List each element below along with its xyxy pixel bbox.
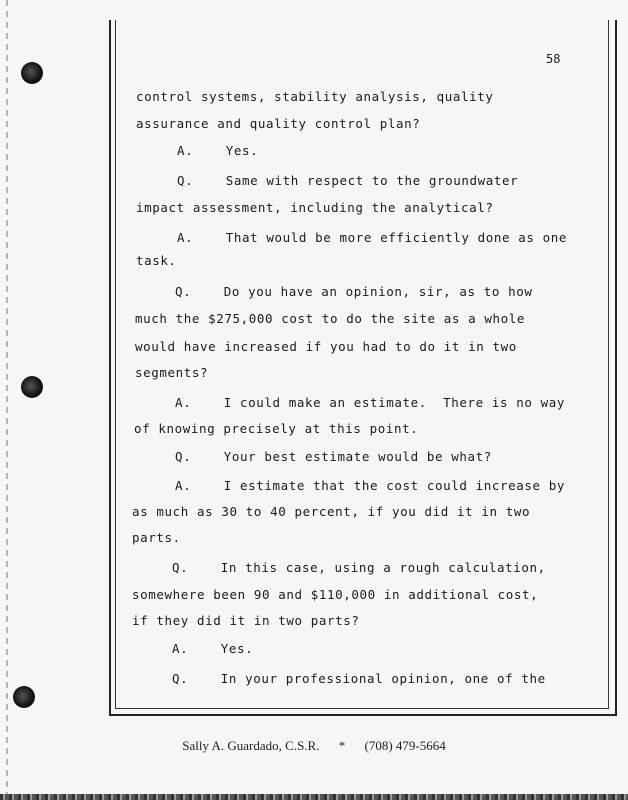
- transcript-line: Q. In this case, using a rough calculation,: [172, 560, 546, 575]
- transcript-line: control systems, stability analysis, quality: [136, 89, 494, 104]
- transcript-line: impact assessment, including the analytical?: [136, 200, 494, 215]
- page-number: 58: [546, 52, 561, 66]
- reporter-name: Sally A. Guardado, C.S.R.: [182, 738, 320, 753]
- transcript-line: somewhere been 90 and $110,000 in additional cost,: [132, 587, 539, 602]
- transcript-line: Q. Same with respect to the groundwater: [177, 173, 519, 188]
- scan-bottom-edge: [0, 794, 628, 800]
- transcript-line: of knowing precisely at this point.: [134, 421, 419, 436]
- transcript-line: A. Yes.: [172, 641, 254, 656]
- transcript-line: if they did it in two parts?: [132, 613, 360, 628]
- transcript-line: A. I could make an estimate. There is no way: [175, 395, 566, 410]
- reporter-footer: [0, 738, 628, 754]
- transcript-line: as much as 30 to 40 percent, if you did it in two: [132, 504, 531, 519]
- transcript-line: Q. In your professional opinion, one of the: [172, 671, 546, 686]
- transcript-line: task.: [136, 253, 177, 268]
- transcript-line: segments?: [135, 365, 209, 380]
- transcript-line: assurance and quality control plan?: [136, 116, 421, 131]
- transcript-line: much the $275,000 cost to do the site as a whole: [135, 311, 526, 326]
- transcript-line: parts.: [132, 530, 181, 545]
- transcript-line: A. I estimate that the cost could increase by: [175, 478, 566, 493]
- transcript-line: Q. Do you have an opinion, sir, as to how: [175, 284, 533, 299]
- reporter-phone: (708) 479-5664: [364, 738, 446, 753]
- transcript-line: A. That would be more efficiently done as one: [177, 230, 568, 245]
- transcript-line: A. Yes.: [177, 143, 259, 158]
- transcript-line: Q. Your best estimate would be what?: [175, 449, 492, 464]
- transcript-line: would have increased if you had to do it in two: [135, 339, 517, 354]
- footer-separator: *: [338, 738, 346, 753]
